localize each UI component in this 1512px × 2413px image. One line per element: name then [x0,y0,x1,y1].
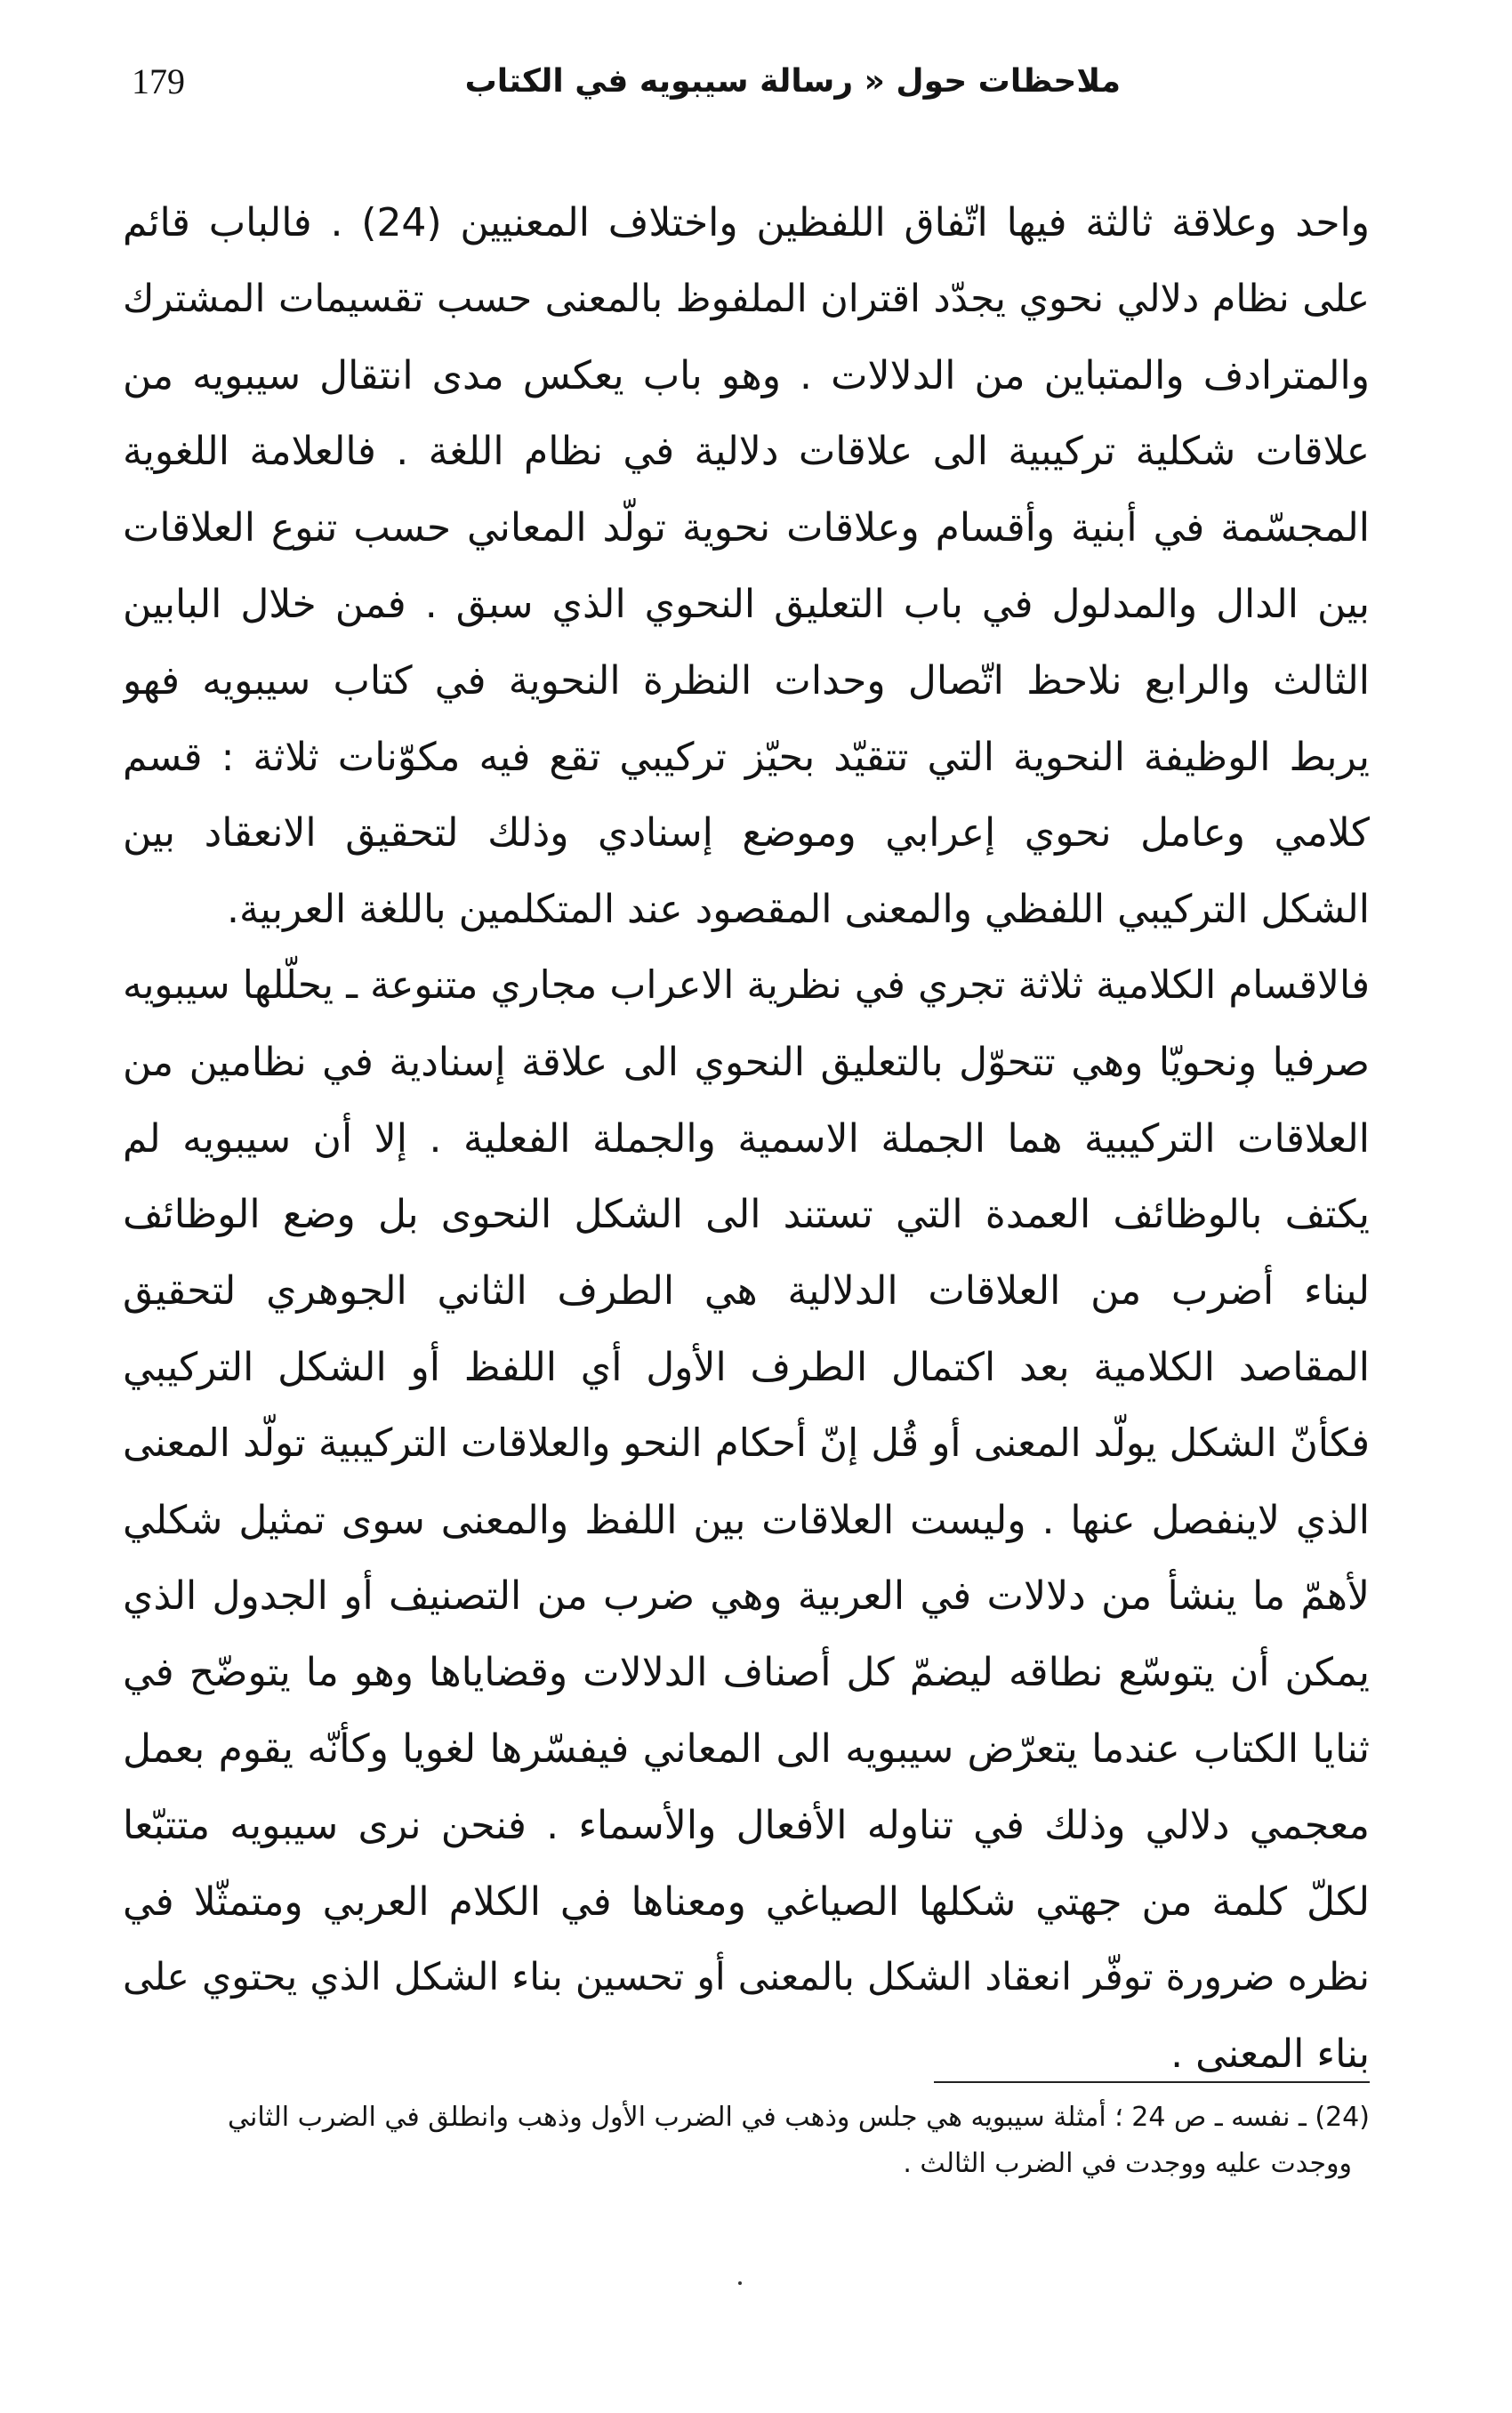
footnote-line: ووجدت عليه ووجدت في الضرب الثالث . [903,2148,1352,2179]
body-line: لأهمّ ما ينشأ من دلالات في العربية وهي ضرب من التصنيف أو الجدول الذي [123,1573,1370,1620]
scan-speck [1245,1085,1248,1088]
body-line: بناء المعنى . [1170,2031,1370,2078]
scan-speck [738,2281,742,2285]
running-title: ملاحظات حول « رسالة سيبويه في الكتاب [464,63,1121,100]
body-line: الذي لاينفصل عنها . وليست العلاقات بين اللفظ والمعنى سوى تمثيل شكلي [123,1497,1370,1543]
body-line: واحد وعلاقة ثالثة فيها اتّفاق اللفظين واختلاف المعنيين (24) . فالباب قائم [123,200,1370,245]
body-line: ثنايا الكتاب عندما يتعرّض سيبويه الى المعاني فيفسّرها لغويا وكأنّه يقوم بعمل [123,1725,1370,1772]
body-line: الشكل التركيبي اللفظي والمعنى المقصود عند المتكلمين باللغة العربية. [226,887,1370,933]
body-line: بين الدال والمدلول في باب التعليق النحوي الذي سبق . فمن خلال البابين [123,581,1370,627]
footnote [123,2095,1370,2187]
body-line: نظره ضرورة توفّر انعقاد الشكل بالمعنى أو تحسين بناء الشكل الذي يحتوي على [123,1956,1370,2000]
footnote-separator [934,2081,1370,2083]
body-text [123,185,1370,2093]
body-line: فالاقسام الكلامية ثلاثة تجري في نظرية الاعراب مجاري متنوعة ـ يحلّلها سيبويه [123,962,1370,1008]
body-line: لكلّ كلمة من جهتي شكلها الصياغي ومعناها في الكلام العربي ومتمثّلا في [123,1878,1370,1925]
page-number: 179 [132,61,185,101]
body-line: المقاصد الكلامية بعد اكتمال الطرف الأول أي اللفظ أو الشكل التركيبي [123,1344,1370,1390]
body-line: والمترادف والمتباين من الدلالات . وهو باب يعكس مدى انتقال سيبويه من [123,352,1370,398]
body-line: علاقات شكلية تركيبية الى علاقات دلالية في نظام اللغة . فالعلامة اللغوية [123,429,1370,475]
footnote-line: (24) ـ نفسه ـ ص 24 ؛ أمثلة سيبويه هي جلس وذهب في الضرب الأول وذهب وانطلق في الضرب الثاني [228,2102,1370,2133]
body-line: معجمي دلالي وذلك في تناوله الأفعال والأسماء . فنحن نرى سيبويه متتبّعا [123,1802,1370,1848]
body-line: يربط الوظيفة النحوية التي تتقيّد بحيّز تركيبي تقع فيه مكوّنات ثلاثة : قسم [123,734,1370,780]
page-header [107,55,1387,109]
body-line: صرفيا ونحويّا وهي تتحوّل بالتعليق النحوي الى علاقة إسنادية في نظامين من [123,1039,1370,1085]
body-line: على نظام دلالي نحوي يجدّد اقتران الملفوظ بالمعنى حسب تقسيمات المشترك [123,276,1370,321]
body-line: لبناء أضرب من العلاقات الدلالية هي الطرف الثاني الجوهري لتحقيق [123,1268,1370,1315]
body-line: الثالث والرابع نلاحظ اتّصال وحدات النظرة النحوية في كتاب سيبويه فهو [123,657,1370,704]
body-line: العلاقات التركيبية هما الجملة الاسمية والجملة الفعلية . إلا أن سيبويه لم [123,1115,1370,1162]
body-line: يكتف بالوظائف العمدة التي تستند الى الشكل النحوى بل وضع الوظائف [123,1192,1370,1238]
body-line: كلامي وعامل نحوي إعرابي وموضع إسنادي وذلك لتحقيق الانعقاد بين [123,810,1370,857]
body-line: المجسّمة في أبنية وأقسام وعلاقات نحوية تولّد المعاني حسب تنوع العلاقات [123,505,1370,551]
body-line: فكأنّ الشكل يولّد المعنى أو قُل إنّ أحكام النحو والعلاقات التركيبية تولّد المعنى [123,1420,1370,1466]
body-line: يمكن أن يتوسّع نطاقه ليضمّ كل أصناف الدلالات وقضاياها وهو ما يتوضّح في [123,1650,1370,1696]
